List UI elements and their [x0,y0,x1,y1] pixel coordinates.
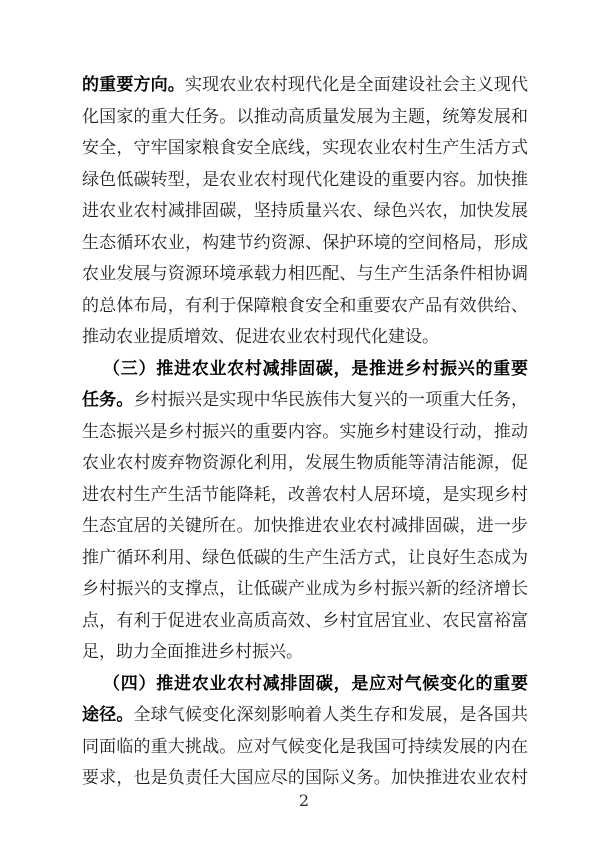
text-segment: 化国家的重大任务。以推动高质量发展为主题，统筹发展和 [82,106,528,127]
text-segment-bold: 任务。 [82,390,134,410]
text-line [82,574,528,606]
text-line [82,354,528,386]
text-line [82,606,528,638]
text-line [82,259,528,291]
text-segment: 乡村振兴的支撑点，让低碳产业成为乡村振兴新的经济增长 [82,579,528,599]
text-line [82,700,528,732]
page-number: 2 [298,791,310,810]
text-segment: 生态循环农业，构建节约资源、保护环境的空间格局，形成 [82,232,528,253]
text-line [82,637,528,669]
text-segment-bold: （三）推进农业农村减排固碳，是推进乡村振兴的重要 [103,358,528,379]
text-body [82,70,528,795]
text-line [82,165,528,197]
text-line [82,228,528,260]
text-segment: 农业发展与资源环境承载力相匹配、与生产生活条件相协调 [82,264,528,284]
text-line [82,102,528,134]
text-segment: 进农村生产生活节能降耗，改善农村人居环境，是实现乡村 [82,484,528,505]
text-segment: 乡村振兴是实现中华民族伟大复兴的一项重大任务， [133,390,528,410]
text-line [82,543,528,575]
text-line [82,196,528,228]
text-line [82,732,528,764]
text-segment: 生态振兴是乡村振兴的重要内容。实施乡村建设行动，推动 [82,421,528,442]
text-segment: 推广循环利用、绿色低碳的生产生活方式，让良好生态成为 [82,547,528,568]
text-line [82,448,528,480]
text-segment: 点，有利于促进农业高质高效、乡村宜居宜业、农民富裕富 [82,610,528,631]
text-segment: 农业农村废弃物资源化利用，发展生物质能等清洁能源，促 [82,453,528,473]
text-line [82,763,528,795]
text-line [82,669,528,701]
text-line [82,70,528,102]
text-line [82,291,528,323]
text-segment-bold: （四）推进农业农村减排固碳，是应对气候变化的重要 [103,673,528,694]
text-segment-bold: 的重要方向。 [82,75,185,95]
text-segment: 足，助力全面推进乡村振兴。 [82,642,303,662]
text-line [82,133,528,165]
text-segment: 同面临的重大挑战。应对气候变化是我国可持续发展的内在 [82,736,528,757]
text-segment: 推动农业提质增效、促进农业农村现代化建设。 [82,327,439,347]
text-segment-bold: 途径。 [82,705,134,725]
text-segment: 进农业农村减排固碳，坚持质量兴农、绿色兴农，加快发展 [82,201,528,221]
text-line [82,322,528,354]
text-segment: 实现农业农村现代化是全面建设社会主义现代 [184,75,528,95]
text-line [82,480,528,512]
text-segment: 全球气候变化深刻影响着人类生存和发展，是各国共 [133,705,528,725]
text-line [82,511,528,543]
text-segment: 安全，守牢国家粮食安全底线，实现农业农村生产生活方式 [82,138,528,158]
text-segment: 的总体布局，有利于保障粮食安全和重要农产品有效供给、 [82,295,528,316]
text-line [82,385,528,417]
text-segment: 生态宜居的关键所在。加快推进农业农村减排固碳，进一步 [82,516,528,536]
text-line [82,417,528,449]
text-segment: 绿色低碳转型，是农业农村现代化建设的重要内容。加快推 [82,169,528,190]
text-segment: 要求，也是负责任大国应尽的国际义务。加快推进农业农村 [82,768,528,788]
